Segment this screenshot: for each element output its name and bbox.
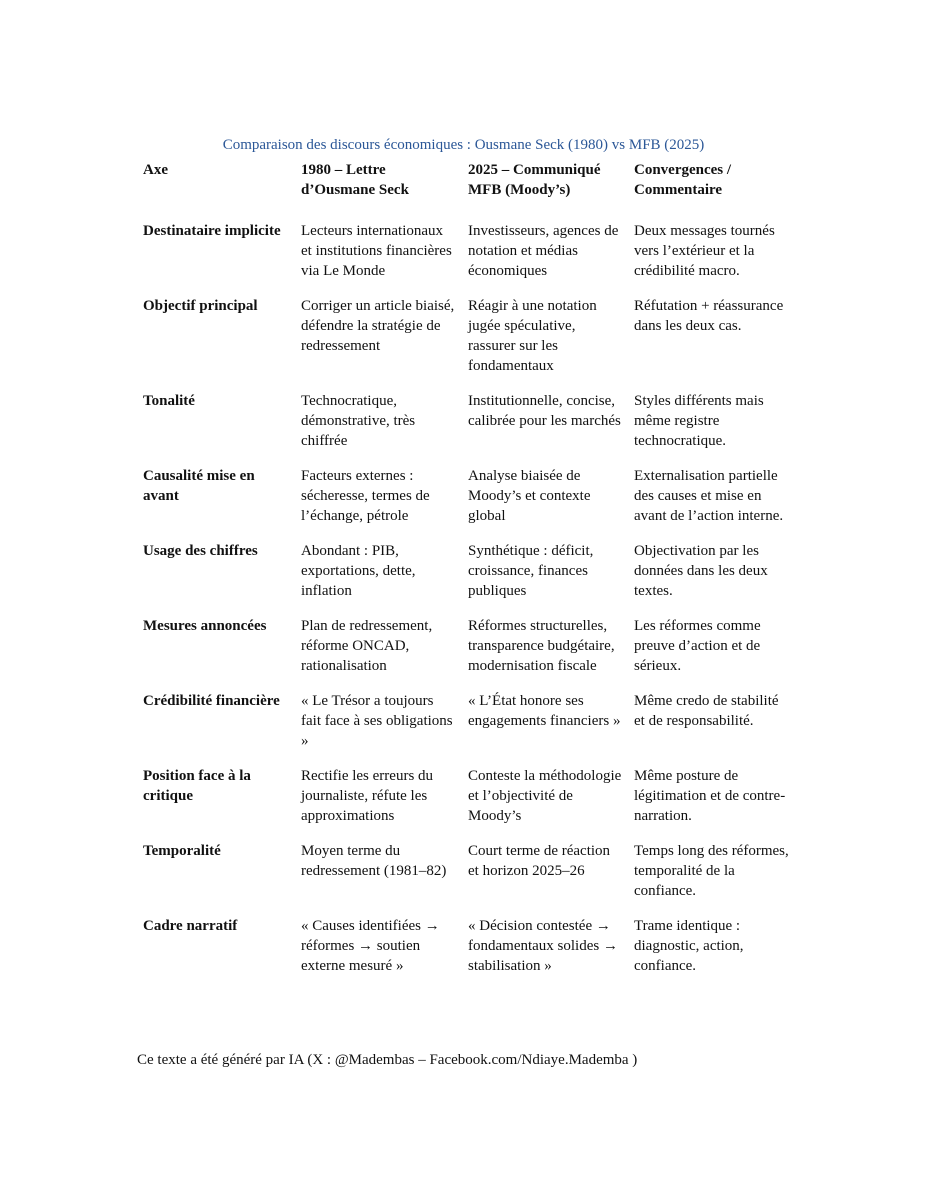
header-2025: 2025 – Communiqué MFB (Moody’s) (468, 162, 601, 198)
row-commentaire-cell: Temps long des réformes, temporalité de la confiance. (634, 843, 789, 899)
row-axe-cell: Crédibilité financière (143, 693, 280, 709)
table-row (137, 466, 797, 541)
table-row (137, 766, 797, 841)
row-1980-cell: Corriger un article biaisé, défendre la stratégie de redressement (301, 298, 455, 354)
row-2025-cell: Institutionnelle, concise, calibrée pour les marchés (468, 393, 621, 429)
row-1980-cell: Facteurs externes : sécheresse, termes de l’échange, pétrole (301, 468, 430, 524)
ai-disclaimer-footer: Ce texte a été généré par IA (X : @Madembas – Facebook.com/Ndiaye.Mademba ) (137, 1052, 638, 1068)
table-body (137, 221, 797, 991)
table-header (137, 160, 797, 221)
row-1980-cell: Moyen terme du redressement (1981–82) (301, 843, 447, 879)
comparison-table (137, 160, 797, 991)
table-row (137, 841, 797, 916)
row-2025-cell: Conteste la méthodologie et l’objectivité de Moody’s (468, 768, 622, 824)
row-2025-cell: Court terme de réaction et horizon 2025–26 (468, 843, 611, 879)
row-2025-cell: Investisseurs, agences de notation et médias économiques (468, 223, 619, 279)
header-1980: 1980 – Lettre d’Ousmane Seck (301, 162, 409, 198)
row-axe-cell: Cadre narratif (143, 918, 238, 934)
table-row (137, 296, 797, 391)
row-2025-cell: Analyse biaisée de Moody’s et contexte global (468, 468, 591, 524)
document-title: Comparaison des discours économiques : Ousmane Seck (1980) vs MFB (2025) (222, 137, 705, 153)
row-commentaire-cell: Objectivation par les données dans les deux textes. (634, 543, 768, 599)
row-1980-cell: « Le Trésor a toujours fait face à ses obligations » (301, 693, 453, 749)
row-1980-cell: Plan de redressement, réforme ONCAD, rationalisation (301, 618, 433, 674)
row-axe-cell: Objectif principal (143, 298, 258, 314)
row-2025-cell: Réformes structurelles, transparence budgétaire, modernisation fiscale (468, 618, 615, 674)
row-1980-cell: Rectifie les erreurs du journaliste, réfute les approximations (301, 768, 434, 824)
row-axe-cell: Causalité mise en avant (143, 468, 255, 504)
row-commentaire-cell: Même credo de stabilité et de responsabilité. (634, 693, 779, 729)
table-row (137, 616, 797, 691)
row-commentaire-cell: Externalisation partielle des causes et mise en avant de l’action interne. (634, 468, 784, 524)
row-commentaire-cell: Trame identique : diagnostic, action, confiance. (634, 918, 744, 974)
table-row (137, 916, 797, 991)
row-commentaire-cell: Les réformes comme preuve d’action et de sérieux. (634, 618, 761, 674)
header-axe: Axe (143, 162, 168, 178)
header-convergences: Convergences / Commentaire (634, 162, 732, 198)
row-axe-cell: Position face à la critique (143, 768, 251, 804)
row-commentaire-cell: Deux messages tournés vers l’extérieur et la crédibilité macro. (634, 223, 775, 279)
row-2025-cell: « Décision contestée → fondamentaux solides → stabilisation » (468, 918, 618, 974)
row-axe-cell: Temporalité (143, 843, 221, 859)
table-row (137, 391, 797, 466)
row-1980-cell: Abondant : PIB, exportations, dette, inflation (301, 543, 416, 599)
row-1980-cell: Lecteurs internationaux et institutions financières via Le Monde (301, 223, 452, 279)
row-1980-cell: « Causes identifiées → réformes → soutien externe mesuré » (301, 918, 440, 974)
table-row (137, 691, 797, 766)
row-axe-cell: Destinataire implicite (143, 223, 281, 239)
row-2025-cell: « L’État honore ses engagements financiers » (468, 693, 621, 729)
row-1980-cell: Technocratique, démonstrative, très chiffrée (301, 393, 416, 449)
table-row (137, 221, 797, 296)
row-axe-cell: Mesures annoncées (143, 618, 267, 634)
header-row (137, 160, 797, 221)
row-2025-cell: Synthétique : déficit, croissance, finances publiques (468, 543, 594, 599)
row-commentaire-cell: Même posture de légitimation et de contre-narration. (634, 768, 786, 824)
row-axe-cell: Usage des chiffres (143, 543, 258, 559)
row-commentaire-cell: Réfutation + réassurance dans les deux cas. (634, 298, 784, 334)
row-axe-cell: Tonalité (143, 393, 195, 409)
table-row (137, 541, 797, 616)
row-commentaire-cell: Styles différents mais même registre technocratique. (634, 393, 764, 449)
row-2025-cell: Réagir à une notation jugée spéculative, rassurer sur les fondamentaux (468, 298, 597, 374)
